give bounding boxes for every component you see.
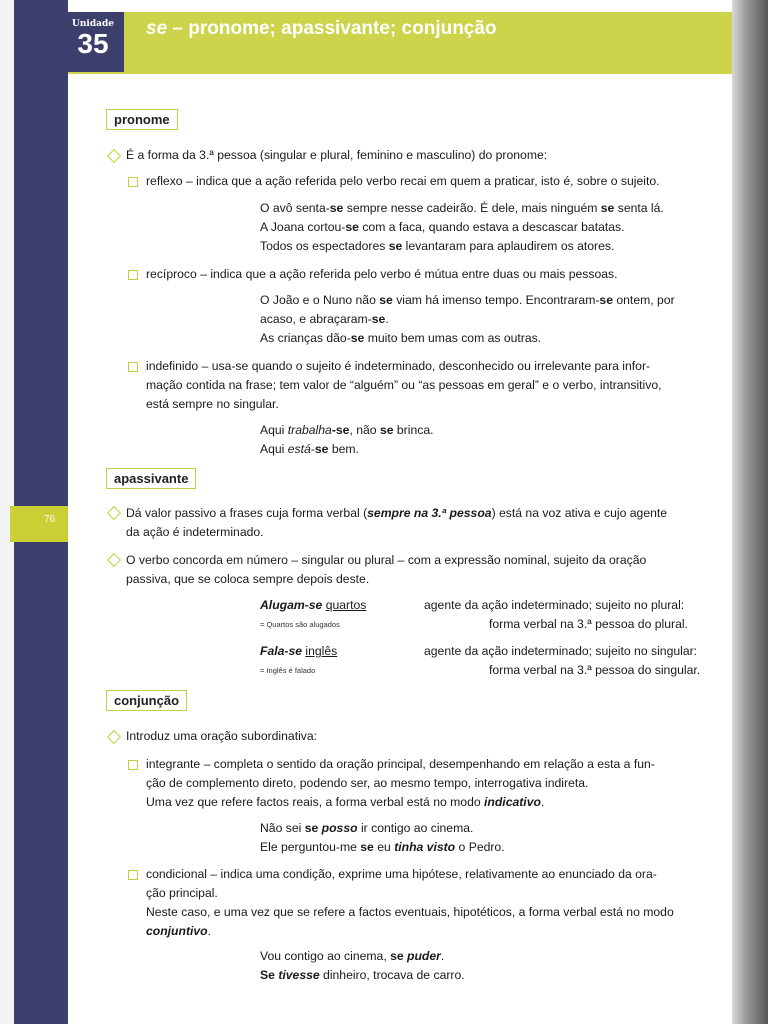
page-title: se – pronome; apassivante; conjunção xyxy=(146,18,497,39)
conjuncao-intro: Introduz uma oração subordinativa: xyxy=(126,729,318,743)
square-bullet-icon xyxy=(128,760,138,770)
apassivante-para-2: O verbo concorda em número – singular ou plural – com a expressão nominal, sujeito da oração xyxy=(126,553,647,567)
page-number-tab xyxy=(10,506,68,542)
condicional-example-1: Vou contigo ao cinema, se puder. xyxy=(260,949,445,963)
square-bullet-icon xyxy=(128,270,138,280)
apassivante-para-1: Dá valor passivo a frases cuja forma verbal (sempre na 3.ª pessoa) está na voz ativa e cujo agente xyxy=(126,506,668,520)
reciproco-example-3: As crianças dão-se muito bem umas com as outras. xyxy=(260,331,542,345)
square-bullet-icon xyxy=(128,870,138,880)
book-spine-shadow xyxy=(732,0,768,1024)
pronome-intro: É a forma da 3.ª pessoa (singular e plural, feminino e masculino) do pronome: xyxy=(126,148,548,162)
unit-number: 35 xyxy=(77,28,109,59)
reflexo-example-1: O avô senta-se sempre nesse cadeirão. É dele, mais ninguém se senta lá. xyxy=(260,201,664,215)
apassivante-example-2: Fala-se inglês xyxy=(260,644,338,658)
apassivante-example-1: Alugam-se quartos xyxy=(260,598,367,612)
section-label-pronome: pronome xyxy=(106,109,178,130)
indefinido-definition-1: indefinido – usa-se quando o sujeito é indeterminado, desconhecido ou irrelevante para infor- xyxy=(146,359,651,373)
diamond-bullet-icon xyxy=(107,553,121,567)
condicional-definition-3: Neste caso, e uma vez que se refere a factos eventuais, hipotéticos, a forma verbal está no modo xyxy=(146,905,674,919)
diamond-bullet-icon xyxy=(107,506,121,520)
unit-label: Unidade xyxy=(72,19,114,29)
indefinido-definition-3: está sempre no singular. xyxy=(146,397,279,411)
square-bullet-icon xyxy=(128,362,138,372)
condicional-definition-2: ção principal. xyxy=(146,886,218,900)
apassivante-para-1-cont: da ação é indeterminado. xyxy=(126,525,264,539)
reflexo-definition: reflexo – indica que a ação referida pelo verbo recai em quem a praticar, isto é, sobre o sujeito. xyxy=(146,174,660,188)
reflexo-example-2: A Joana cortou-se com a faca, quando estava a descascar batatas. xyxy=(260,220,625,234)
integrante-definition-3: Uma vez que refere factos reais, a forma verbal está no modo indicativo. xyxy=(146,795,545,809)
apassivante-example-1-desc-2: forma verbal na 3.ª pessoa do plural. xyxy=(489,617,688,631)
apassivante-example-2-desc-2: forma verbal na 3.ª pessoa do singular. xyxy=(489,663,701,677)
square-bullet-icon xyxy=(128,177,138,187)
apassivante-example-1-note: = Quartos são alugados xyxy=(260,620,340,629)
reciproco-example-1: O João e o Nuno não se viam há imenso tempo. Encontraram-se ontem, por xyxy=(260,293,675,307)
reciproco-example-2: acaso, e abraçaram-se. xyxy=(260,312,389,326)
indefinido-example-2: Aqui está-se bem. xyxy=(260,442,359,456)
page-number: 76 xyxy=(44,514,56,525)
apassivante-example-2-note: = Inglês é falado xyxy=(260,666,316,675)
section-label-conjuncao: conjunção xyxy=(106,690,187,711)
reflexo-example-3: Todos os espectadores se levantaram para aplaudirem os atores. xyxy=(260,239,615,253)
apassivante-para-2-cont: passiva, que se coloca sempre depois deste. xyxy=(126,572,370,586)
integrante-definition-2: ção de complemento direto, podendo ser, ao mesmo tempo, interrogativa indireta. xyxy=(146,776,589,790)
condicional-example-2: Se tivesse dinheiro, trocava de carro. xyxy=(260,968,465,982)
unit-badge xyxy=(62,12,124,72)
integrante-definition-1: integrante – completa o sentido da oração principal, desempenhando em relação a esta a fun- xyxy=(146,757,655,771)
integrante-example-1: Não sei se posso ir contigo ao cinema. xyxy=(260,821,474,835)
indefinido-definition-2: mação contida na frase; tem valor de “alguém” ou “as pessoas em geral” e o verbo, intransitivo, xyxy=(146,378,662,392)
diamond-bullet-icon xyxy=(107,149,121,163)
reciproco-definition: recíproco – indica que a ação referida pelo verbo é mútua entre duas ou mais pessoas. xyxy=(146,267,618,281)
indefinido-example-1: Aqui trabalha-se, não se brinca. xyxy=(260,423,434,437)
section-label-apassivante: apassivante xyxy=(106,468,196,489)
condicional-definition-1: condicional – indica uma condição, exprime uma hipótese, relativamente ao enunciado da ora- xyxy=(146,867,657,881)
diamond-bullet-icon xyxy=(107,730,121,744)
apassivante-example-2-desc-1: agente da ação indeterminado; sujeito no singular: xyxy=(424,644,698,658)
condicional-definition-4: conjuntivo. xyxy=(146,924,212,938)
integrante-example-2: Ele perguntou-me se eu tinha visto o Pedro. xyxy=(260,840,505,854)
apassivante-example-1-desc-1: agente da ação indeterminado; sujeito no plural: xyxy=(424,598,685,612)
